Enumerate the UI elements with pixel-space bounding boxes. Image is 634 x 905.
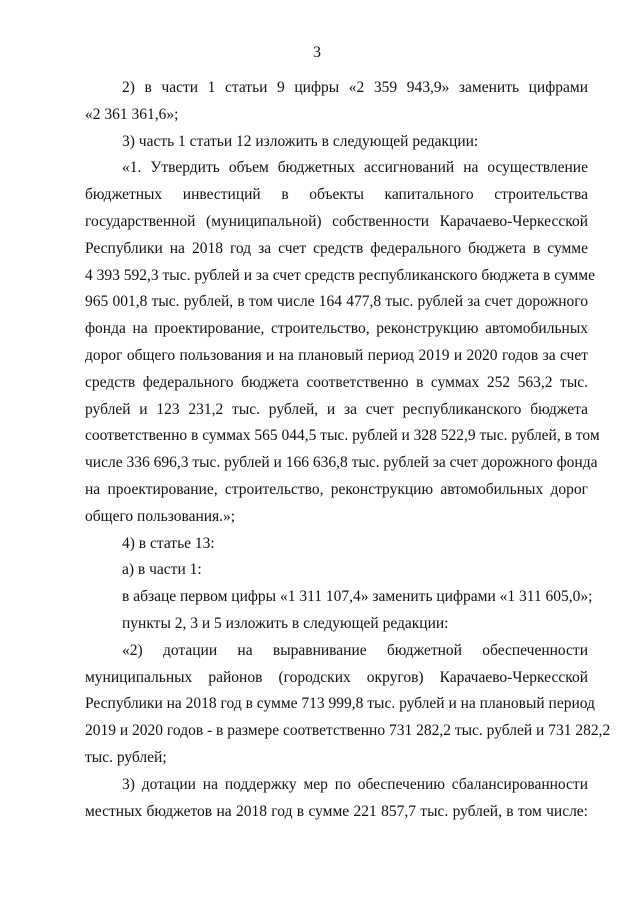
text-line: 3) дотации на поддержку мер по обеспечению сбалансированности <box>122 775 588 793</box>
text-line: 2019 и 2020 годов - в размере соответственно 731 282,2 тыс. рублей и 731 282,2 <box>85 722 611 740</box>
text-line: числе 336 696,3 тыс. рублей и 166 636,8 тыс. рублей за счет дорожного фонда <box>85 454 598 472</box>
text-line: «2) дотации на выравнивание бюджетной обеспеченности <box>122 641 588 659</box>
text-line: а) в части 1: <box>122 561 202 579</box>
text-line: «1. Утвердить объем бюджетных ассигнований на осуществление <box>122 159 588 177</box>
text-line: на проектирование, строительство, реконструкцию автомобильных дорог <box>85 480 588 498</box>
text-line: 4) в статье 13: <box>122 534 215 552</box>
document-body <box>85 75 611 825</box>
text-line: средств федерального бюджета соответственно в суммах 252 563,2 тыс. <box>85 373 588 391</box>
text-line: тыс. рублей; <box>85 748 167 766</box>
text-line: муниципальных районов (городских округов) Карачаево-Черкесской <box>85 668 588 686</box>
text-line: общего пользования.»; <box>85 507 236 525</box>
text-line: фонда на проектирование, строительство, реконструкцию автомобильных <box>85 320 588 338</box>
text-line: 3) часть 1 статьи 12 изложить в следующей редакции: <box>122 132 479 150</box>
text-line: местных бюджетов на 2018 год в сумме 221 857,7 тыс. рублей, в том числе: <box>85 802 588 820</box>
text-line: бюджетных инвестиций в объекты капитального строительства <box>85 186 588 204</box>
text-line: 4 393 592,3 тыс. рублей и за счет средств республиканского бюджета в сумме <box>85 266 595 284</box>
text-line: 965 001,8 тыс. рублей, в том числе 164 477,8 тыс. рублей за счет дорожного <box>85 293 588 311</box>
page-number: 3 <box>313 44 321 61</box>
text-line: Республики на 2018 год в сумме 713 999,8 тыс. рублей и на плановый период <box>85 695 595 713</box>
text-line: в абзаце первом цифры «1 311 107,4» заменить цифрами «1 311 605,0»; <box>122 588 593 606</box>
text-line: пункты 2, 3 и 5 изложить в следующей редакции: <box>122 614 449 632</box>
text-line: государственной (муниципальной) собственности Карачаево-Черкесской <box>85 212 588 230</box>
text-line: Республики на 2018 год за счет средств федерального бюджета в сумме <box>85 239 588 257</box>
text-line: 2) в части 1 статьи 9 цифры «2 359 943,9» заменить цифрами <box>122 79 588 96</box>
text-line: дорог общего пользования и на плановый период 2019 и 2020 годов за счет <box>85 346 588 364</box>
text-line: соответственно в суммах 565 044,5 тыс. рублей и 328 522,9 тыс. рублей, в том <box>85 427 600 445</box>
text-line: рублей и 123 231,2 тыс. рублей, и за счет республиканского бюджета <box>85 400 588 418</box>
text-line: «2 361 361,6»; <box>85 105 179 123</box>
